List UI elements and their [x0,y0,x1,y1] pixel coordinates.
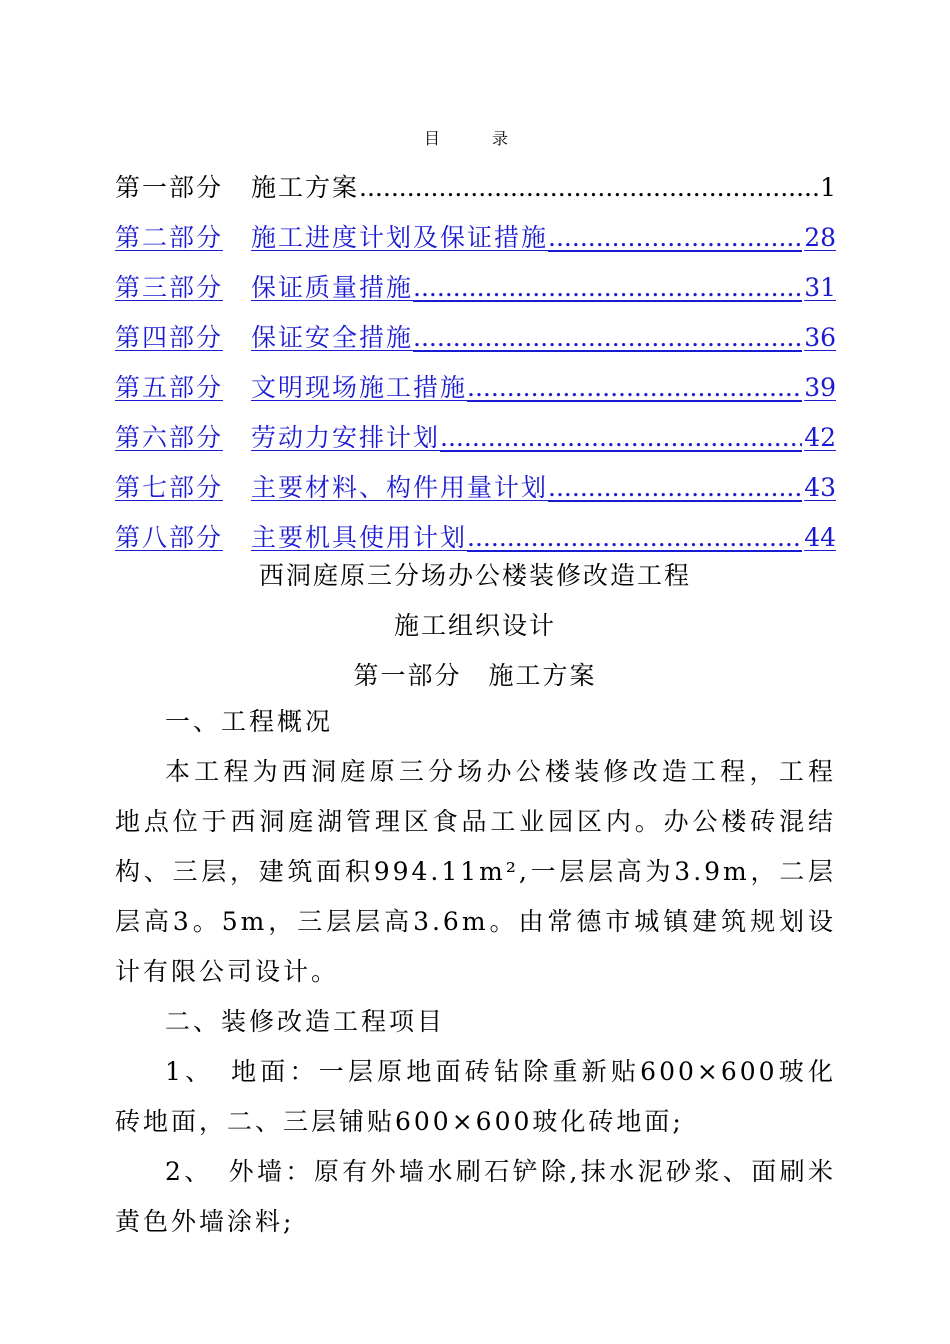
toc-item-page: 36 [804,323,836,352]
toc-item-part: 第五部分 [115,373,224,402]
document-subtitle: 施工组织设计 [393,611,556,640]
toc-item-title: 劳动力安排计划 [251,423,441,452]
toc-item-part: 第七部分 [115,473,224,502]
toc-item-title: 主要材料、构件用量计划 [251,473,549,502]
toc-title: 目 录 [423,129,526,148]
overview-paragraph: 本工程为西洞庭原三分场办公楼装修改造工程，工程地点位于西洞庭湖管理区食品工业园区内。办公楼砖混结构、三层，建筑面积994.11m²,一层层高为3.9m，二层层高3。5m，三层层高3.6m。由常德市城镇建筑规划设计有限公司设计。 [115,757,836,986]
toc-item-page: 42 [804,423,836,452]
toc-item-8-link[interactable] [115,505,836,555]
toc-item-page: 43 [804,473,836,502]
toc-item-page: 39 [804,373,836,402]
toc-item-title: 施工进度计划及保证措施 [251,223,549,252]
item-floor: 1、 地面：一层原地面砖钻除重新贴600×600玻化砖地面，二、三层铺贴600×600玻化砖地面; [115,1057,836,1136]
table-of-contents [115,155,836,555]
item-exterior-wall: 2、 外墙：原有外墙水刷石铲除,抹水泥砂浆、面刷米黄色外墙涂料; [115,1157,836,1236]
toc-item-part: 第一部分 [115,173,224,202]
toc-item-7-link[interactable] [115,455,836,505]
toc-item-3-link[interactable] [115,255,836,305]
toc-item-part: 第四部分 [115,323,224,352]
toc-item-6-link[interactable] [115,405,836,455]
toc-item-page: 28 [804,223,836,252]
part-heading: 第一部分 施工方案 [353,661,597,690]
toc-item-page: 31 [804,273,836,302]
toc-item-2-link[interactable] [115,205,836,255]
toc-item-4-link[interactable] [115,305,836,355]
section-heading-items: 二、装修改造工程项目 [165,1007,446,1036]
toc-item-title: 保证质量措施 [251,273,414,302]
section-heading-overview: 一、工程概况 [165,707,334,736]
toc-item-5-link[interactable] [115,355,836,405]
toc-item-title: 文明现场施工措施 [251,373,468,402]
toc-item-part: 第二部分 [115,223,224,252]
toc-item-title: 主要机具使用计划 [251,523,468,552]
toc-item-part: 第三部分 [115,273,224,302]
toc-item-title: 保证安全措施 [251,323,414,352]
toc-item-1 [115,155,836,205]
toc-item-part: 第八部分 [115,523,224,552]
toc-item-page: 1 [820,173,836,202]
project-title: 西洞庭原三分场办公楼装修改造工程 [258,561,691,590]
toc-item-page: 44 [804,523,836,552]
toc-item-title: 施工方案 [251,173,360,202]
document-body [115,697,836,1247]
toc-item-part: 第六部分 [115,423,224,452]
